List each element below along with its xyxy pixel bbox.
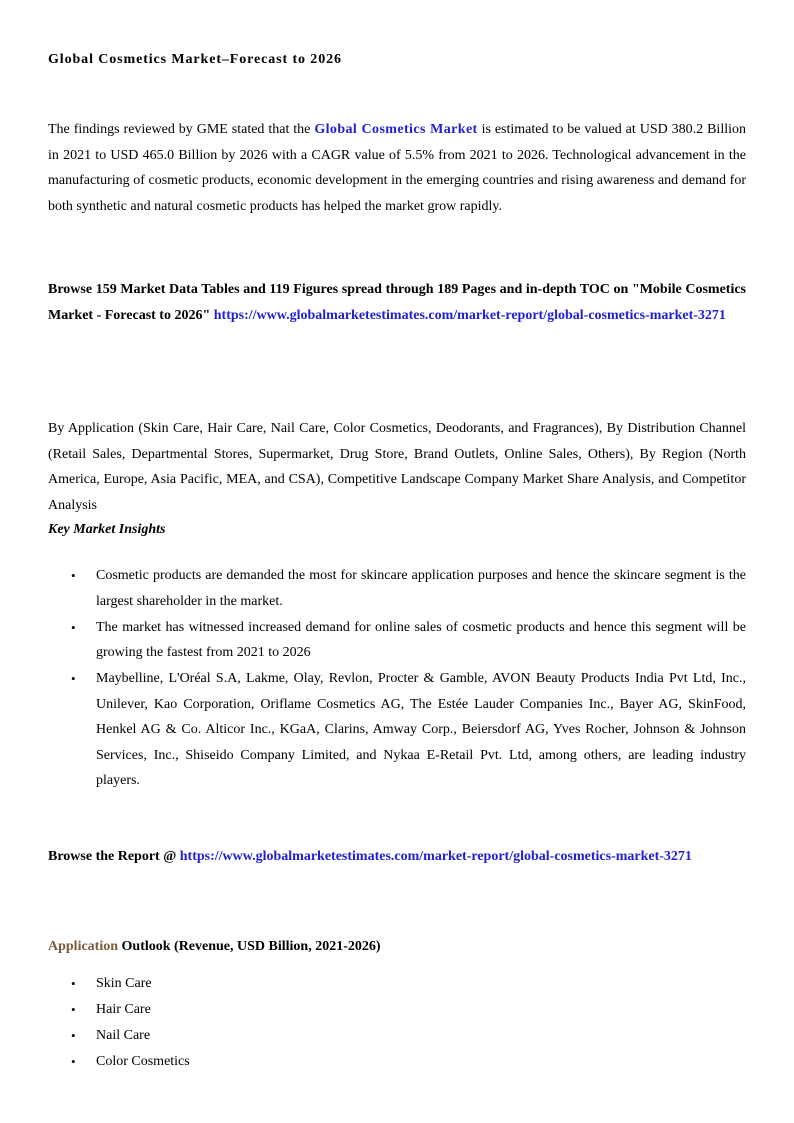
browse-report-text: Browse the Report @ <box>48 849 180 864</box>
document-title: Global Cosmetics Market–Forecast to 2026 <box>48 52 342 67</box>
list-item-text: Maybelline, L'Oréal S.A, Lakme, Olay, Revlon, Procter & Gamble, AVON Beauty Products India Pvt Ltd, Inc., Unilever, Kao Corporation, Oriflame Cosmetics AG, The Estée Lauder Companies Inc., Bayer AG, SkinFood, Henkel AG & Co. Alticor Inc., KGaA, Clarins, Amway Corp., Beiersdorf AG, Yves Rocher, Johnson & Johnson Services, Inc., Shiseido Company Limited, and Nykaa E-Retail Pvt. Ltd, among others, are leading industry players. <box>96 671 746 788</box>
intro-text-start: The findings reviewed by GME stated that the <box>48 122 315 137</box>
intro-text-end: is estimated to be valued at USD 380.2 Billion in 2021 to USD 465.0 Billion by 2026 with a CAGR value of 5.5% from 2021 to 2026. Technological advancement in the manufacturing of cosmetic products, economic development in the emerging countries and rising awareness and demand for both synthetic and natural cosmetic products has helped the market grow rapidly. <box>48 122 746 214</box>
list-item-text: Skin Care <box>96 976 152 991</box>
bullet-icon: • <box>71 619 76 635</box>
list-item-text: Nail Care <box>96 1028 151 1043</box>
heading-accent-text: Application <box>48 939 119 954</box>
bullet-icon: • <box>71 1002 76 1017</box>
report-link[interactable]: https://www.globalmarketestimates.com/market-report/global-cosmetics-market-3271 <box>179 849 692 864</box>
application-list <box>48 971 746 1075</box>
bullet-icon: • <box>71 1028 76 1043</box>
bullet-icon: • <box>71 568 76 583</box>
bullet-icon: • <box>71 1054 76 1069</box>
key-insights-heading: Key Market Insights <box>48 522 166 537</box>
application-outlook-heading <box>48 934 746 960</box>
brand-link[interactable]: Global Cosmetics Market <box>314 122 478 137</box>
list-item <box>48 563 746 614</box>
list-item <box>48 971 746 997</box>
list-item <box>48 1049 746 1075</box>
list-item-text: Color Cosmetics <box>96 1054 190 1069</box>
list-item-text: Cosmetic products are demanded the most for skincare application purposes and hence the skincare segment is the largest shareholder in the market. <box>96 568 746 609</box>
browse-toc-paragraph <box>48 277 746 328</box>
list-item <box>48 666 746 794</box>
intro-paragraph <box>48 117 746 219</box>
bullet-icon: • <box>71 671 76 686</box>
bullet-icon: • <box>71 976 76 991</box>
report-link[interactable]: https://www.globalmarketestimates.com/market-report/global-cosmetics-market-3271 <box>213 307 726 323</box>
list-item-text: Hair Care <box>96 1002 151 1017</box>
list-item-text: The market has witnessed increased demand for online sales of cosmetic products and hence this segment will be growing the fastest from 2021 to 2026 <box>96 619 746 660</box>
heading-rest-text: Outlook (Revenue, USD Billion, 2021-2026) <box>118 939 381 954</box>
browse-toc-text: Browse 159 Market Data Tables and 119 Figures spread through 189 Pages and in-depth TOC on "Mobile Cosmetics Market - Forecast to 2026" <box>48 282 746 323</box>
insights-list <box>48 563 746 794</box>
browse-report-paragraph <box>48 844 746 870</box>
list-item <box>48 615 746 666</box>
list-item <box>48 1023 746 1049</box>
list-item <box>48 997 746 1023</box>
scope-paragraph: By Application (Skin Care, Hair Care, Nail Care, Color Cosmetics, Deodorants, and Fragrances), By Distribution Channel (Retail Sales, Departmental Stores, Supermarket, Drug Store, Brand Outlets, Online Sales, Others), By Region (North America, Europe, Asia Pacific, MEA, and CSA), Competitive Landscape Company Market Share Analysis, and Competitor Analysis <box>48 421 746 513</box>
